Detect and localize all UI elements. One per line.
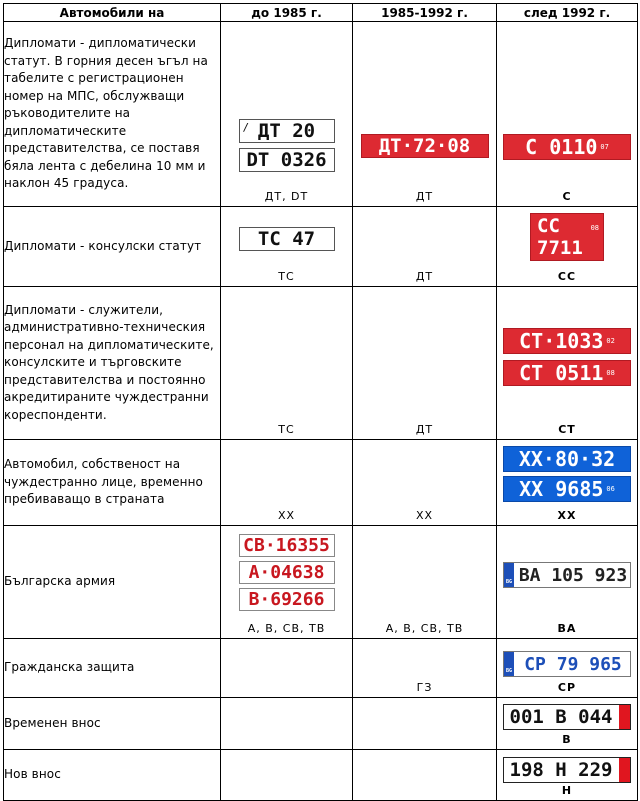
plate-image: ХХ 9685 06 <box>503 476 631 502</box>
cell-1985-1992 <box>353 287 497 440</box>
row-description: Автомобил, собственост на чуждестранно лице, временно пребиваващо в страната <box>4 440 221 526</box>
plate-image: ТС 47 <box>239 227 335 251</box>
row-description: Нов внос <box>4 750 221 801</box>
cell-1985-1992 <box>353 207 497 287</box>
plate-image: СС 7711 08 <box>530 213 604 261</box>
plate-code-caption: ТС <box>278 423 295 436</box>
table-row <box>4 639 638 698</box>
cell-1985-1992 <box>353 698 497 750</box>
plate-image: В·69266 <box>239 588 335 611</box>
table-row <box>4 526 638 639</box>
eu-band-icon: BG <box>504 563 514 587</box>
header-1985-1992: 1985-1992 г. <box>353 4 497 22</box>
cell-after-1992 <box>497 440 638 526</box>
cell-before-1985 <box>221 440 353 526</box>
header-row <box>4 4 638 22</box>
plate-code-caption: А, В, СВ, ТВ <box>247 622 326 635</box>
plate-image: 198 Н 229 <box>503 757 631 783</box>
cell-1985-1992 <box>353 639 497 698</box>
cell-after-1992 <box>497 526 638 639</box>
cell-before-1985 <box>221 750 353 801</box>
eu-band-icon: BG <box>504 652 514 676</box>
plate-code-caption: ХХ <box>277 509 296 522</box>
license-plates-table <box>3 3 638 801</box>
plate-code-caption: ГЗ <box>416 681 433 694</box>
row-description: Временен внос <box>4 698 221 750</box>
cell-before-1985 <box>221 639 353 698</box>
row-description: Дипломати - дипломатически статут. В горния десен ъгъл на табелите с регистрационен номер на МПС, обслужващи ръководителите на дипломатическите представителства, се поставя бяла лента с дебелина 10 мм и наклон 45 градуса. <box>4 22 221 207</box>
plate-code-caption: А, В, СВ, ТВ <box>385 622 464 635</box>
cell-before-1985 <box>221 526 353 639</box>
plate-code-caption: ХХ <box>557 509 577 522</box>
table-row <box>4 440 638 526</box>
plate-code-caption: ДТ, DT <box>264 190 309 203</box>
table-row <box>4 750 638 801</box>
plate-code-caption: ДТ <box>415 423 434 436</box>
plate-code-caption: Н <box>561 784 573 797</box>
row-description: Българска армия <box>4 526 221 639</box>
cell-1985-1992 <box>353 22 497 207</box>
plate-image: BG ВА 105 923 <box>503 562 631 588</box>
plate-image: ХХ·80·32 <box>503 446 631 472</box>
cell-1985-1992 <box>353 526 497 639</box>
header-before-1985: до 1985 г. <box>221 4 353 22</box>
plate-code-caption: ДТ <box>415 270 434 283</box>
plate-code-caption: ДТ <box>415 190 434 203</box>
plate-code-caption: ХХ <box>415 509 434 522</box>
cell-after-1992 <box>497 750 638 801</box>
plate-image: С 0110 07 <box>503 134 631 160</box>
plate-code-caption: С <box>562 190 572 203</box>
plate-image: СТ 0511 08 <box>503 360 631 386</box>
cell-before-1985 <box>221 207 353 287</box>
plate-image: 001 В 044 <box>503 704 631 730</box>
plate-image: ДТ·72·08 <box>361 134 489 158</box>
cell-after-1992 <box>497 207 638 287</box>
row-description: Гражданска защита <box>4 639 221 698</box>
cell-after-1992 <box>497 698 638 750</box>
header-vehicles: Автомобили на <box>4 4 221 22</box>
cell-before-1985 <box>221 698 353 750</box>
plate-code-caption: ВА <box>557 622 577 635</box>
plate-image: / ДТ 20 <box>239 119 335 143</box>
plate-code-caption: ТС <box>278 270 295 283</box>
cell-1985-1992 <box>353 440 497 526</box>
table-row <box>4 207 638 287</box>
plate-image: СВ·16355 <box>239 534 335 557</box>
plate-code-caption: СТ <box>558 423 576 436</box>
red-sticker-icon <box>619 758 630 782</box>
cell-1985-1992 <box>353 750 497 801</box>
table-row <box>4 698 638 750</box>
header-after-1992: след 1992 г. <box>497 4 638 22</box>
cell-after-1992 <box>497 287 638 440</box>
plate-code-caption: В <box>562 733 572 746</box>
plate-image: СТ·1033 02 <box>503 328 631 354</box>
row-description: Дипломати - консулски статут <box>4 207 221 287</box>
red-sticker-icon <box>619 705 630 729</box>
plate-image: BG СР 79 965 <box>503 651 631 677</box>
plate-code-caption: СР <box>557 681 577 694</box>
table-row <box>4 22 638 207</box>
cell-before-1985 <box>221 287 353 440</box>
table-row <box>4 287 638 440</box>
plate-image: А·04638 <box>239 561 335 584</box>
row-description: Дипломати - служители, административно-техническия персонал на дипломатическите, консулските и търговските представителства и постоянно акредитираните чуждестранни кореспонденти. <box>4 287 221 440</box>
cell-after-1992 <box>497 22 638 207</box>
plate-image: DT 0326 <box>239 148 335 172</box>
cell-after-1992 <box>497 639 638 698</box>
cell-before-1985 <box>221 22 353 207</box>
plate-code-caption: СС <box>557 270 577 283</box>
